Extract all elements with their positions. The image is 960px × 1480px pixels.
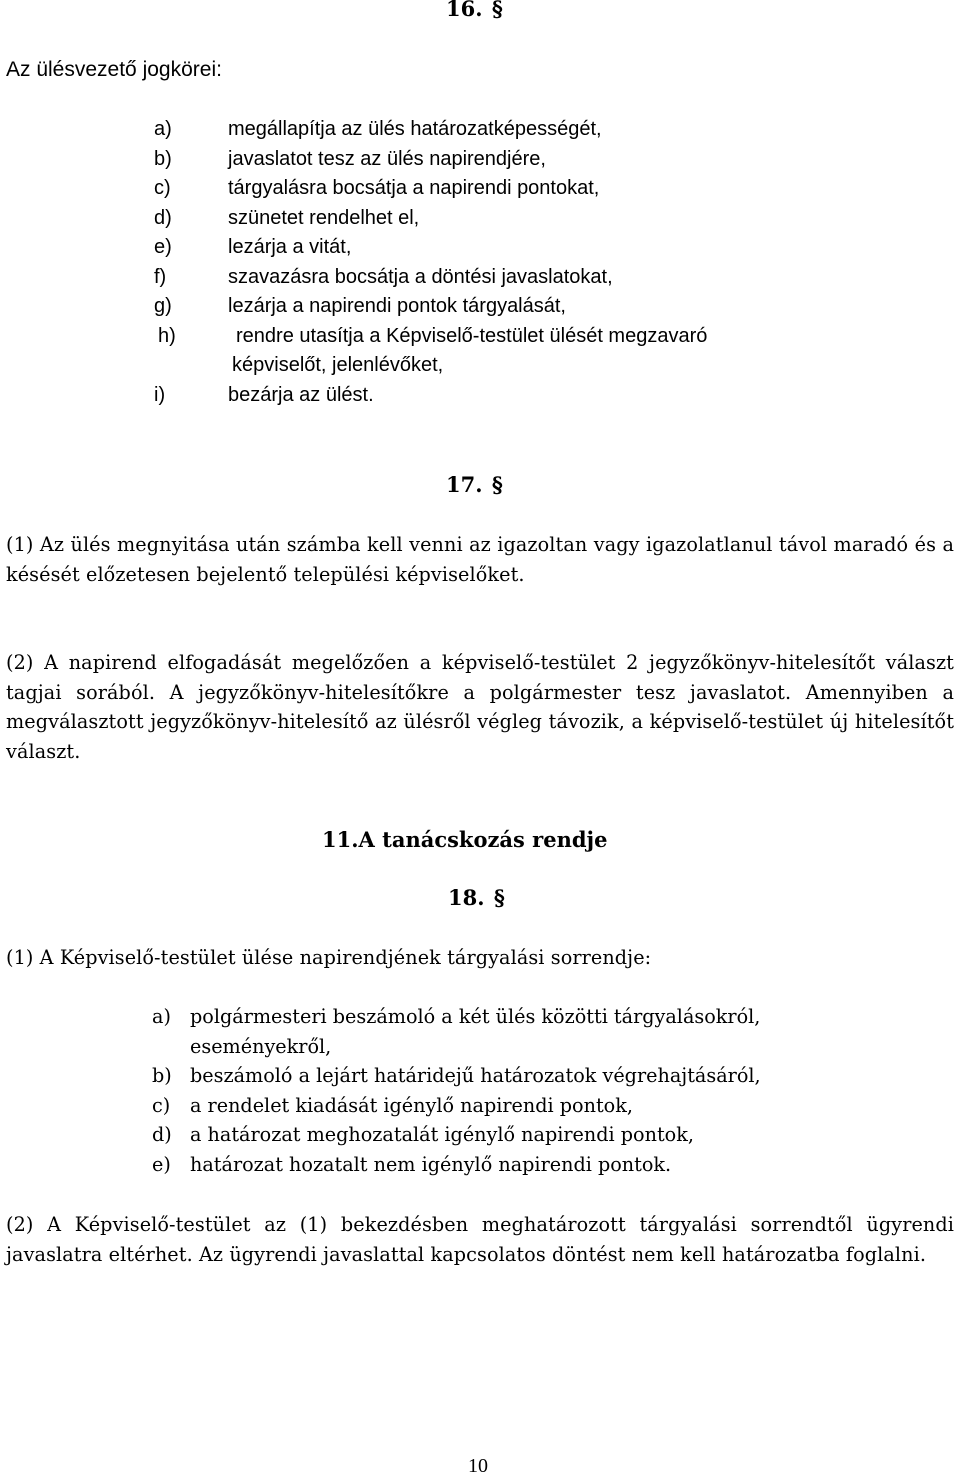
list-item-label: b) [154, 148, 172, 170]
list-item-text: tárgyalásra bocsátja a napirendi pontokat, [228, 177, 600, 199]
list-item-label: c) [154, 177, 171, 199]
list-item-text: a határozat meghozatalát igénylő napirendi pontok, [190, 1123, 694, 1146]
list-item-text: javaslatot tesz az ülés napirendjére, [228, 148, 546, 170]
list-item-label: i) [154, 384, 166, 406]
chapter-title: 11.A tanácskozás rendje [322, 827, 608, 852]
list-item-label: a) [152, 1005, 171, 1028]
list-item-text: a rendelet kiadását igénylő napirendi pontok, [190, 1094, 633, 1117]
section-16-heading [446, 0, 503, 21]
section-number: 16. [446, 0, 483, 21]
list-item-text: lezárja a vitát, [228, 236, 352, 258]
list-item-label: g) [154, 295, 172, 317]
list-item-label: a) [154, 118, 172, 140]
list-item-text: bezárja az ülést. [228, 384, 374, 406]
list-item-text: szavazásra bocsátja a döntési javaslatokat, [228, 266, 613, 288]
paragraph-symbol: § [493, 885, 505, 910]
section-18-heading [448, 885, 505, 910]
section-17-paragraph-2: (2) A napirend elfogadását megelőzően a képviselő-testület 2 jegyzőkönyv-hitelesítőt választ tagjai sorából. A jegyzőkönyv-hitelesítőkre a polgármester tesz javaslatot. Amennyiben a megválasztott jegyzőkönyv-hitelesítő az ülésről végleg távozik, a képviselő-testület új hitelesítőt választ. [6, 651, 954, 763]
list-item-text: eseményekről, [190, 1035, 332, 1058]
list-item-text: polgármesteri beszámoló a két ülés közötti tárgyalásokról, [190, 1005, 761, 1028]
list-item-label: f) [154, 266, 167, 288]
list-item-label: d) [154, 207, 172, 229]
list-item-text: határozat hozatalt nem igénylő napirendi pontok. [190, 1153, 672, 1176]
list-item-text: rendre utasítja a Képviselő-testület ülését megzavaró [236, 325, 708, 347]
section-number: 18. [448, 885, 485, 910]
paragraph-symbol: § [491, 472, 503, 497]
list-item-text: lezárja a napirendi pontok tárgyalását, [228, 295, 566, 317]
list-item-label: c) [152, 1094, 171, 1117]
page-number: 10 [468, 1455, 488, 1477]
paragraph-symbol: § [491, 0, 503, 21]
list-item-label: e) [154, 236, 172, 258]
list-item-text: képviselőt, jelenlévőket, [232, 354, 444, 376]
list-item-text: szünetet rendelhet el, [228, 207, 420, 229]
list-item-text: megállapítja az ülés határozatképességét, [228, 118, 602, 140]
section-18-paragraph-2: (2) A Képviselő-testület az (1) bekezdésben meghatározott tárgyalási sorrendtől ügyrendi javaslatra eltérhet. Az ügyrendi javaslattal kapcsolatos döntést nem kell határozatba foglalni. [6, 1213, 954, 1266]
section-17-heading [446, 472, 503, 497]
section-number: 17. [446, 472, 483, 497]
list-item-label: h) [158, 325, 176, 347]
list-item-label: b) [152, 1064, 172, 1087]
section-17-paragraph-1: (1) Az ülés megnyitása után számba kell venni az igazoltan vagy igazolatlanul távol maradó és a késését előzetesen bejelentő települési képviselőket. [6, 533, 954, 586]
list-item-label: d) [152, 1123, 172, 1146]
list-item-text: beszámoló a lejárt határidejű határozatok végrehajtásáról, [190, 1064, 761, 1087]
list-item-label: e) [152, 1153, 171, 1176]
section-16-intro: Az ülésvezető jogkörei: [6, 58, 222, 81]
section-18-paragraph-1: (1) A Képviselő-testület ülése napirendjének tárgyalási sorrendje: [6, 946, 652, 969]
